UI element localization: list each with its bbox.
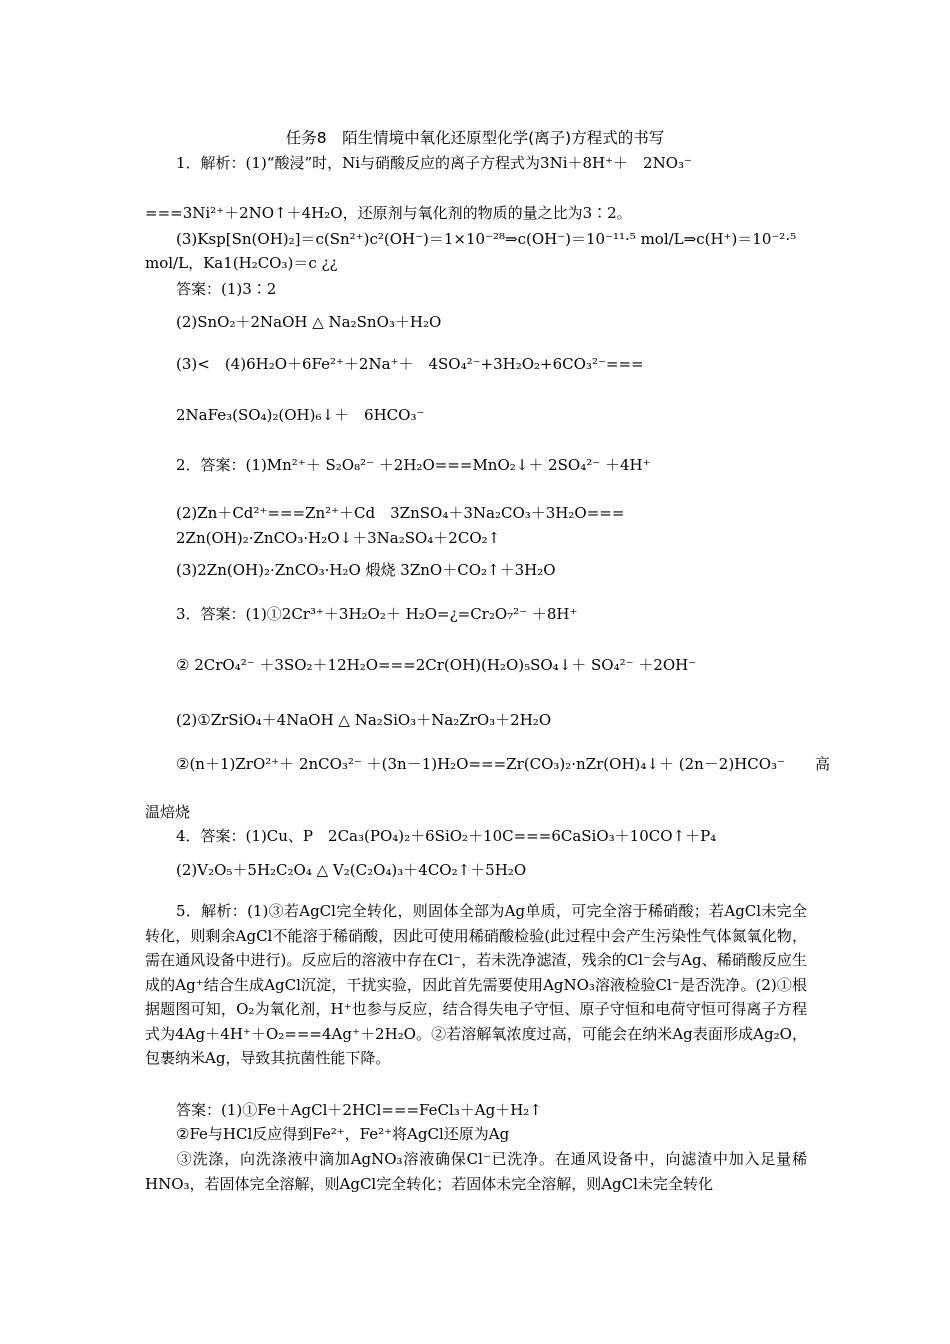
equation-line: (3)< (4)6H₂O＋6Fe²⁺＋2Na⁺＋ 4SO₄²⁻+3H₂O₂+6CO₃²⁻=== (176, 355, 659, 373)
answer-line: 2．答案：(1)Mn²⁺＋ S₂O₈²⁻ ＋2H₂O===MnO₂↓＋ 2SO₄²⁻ ＋4H⁺ (176, 456, 651, 474)
equation-line: (2)V₂O₅＋5H₂C₂O₄ △ V₂(C₂O₄)₃＋4CO₂↑＋5H₂O (176, 861, 527, 879)
equation-line: (2)SnO₂＋2NaOH △ Na₂SnO₃＋H₂O (176, 313, 442, 331)
answer-line: 答案：(1)①Fe＋AgCl＋2HCl===FeCl₃＋Ag＋H₂↑ (176, 1101, 542, 1119)
answer-line: 4．答案：(1)Cu、P 2Ca₃(PO₄)₂＋6SiO₂＋10C===6CaSiO₃＋10CO↑＋P₄ (176, 827, 717, 845)
page-title: 任务8 陌生情境中氧化还原型化学(离子)方程式的书写 (285, 129, 665, 147)
text-line: 温焙烧 (145, 803, 191, 821)
text-line: 1．解析：(1)“酸浸”时，Ni与硝酸反应的离子方程式为3Ni＋8H⁺＋ 2NO₃⁻ (176, 154, 692, 172)
text-line: (3)Ksp[Sn(OH)₂]＝c(Sn²⁺)c²(OH⁻)＝1×10⁻²⁸⇒c(OH⁻)＝10⁻¹¹·⁵ mol/L⇒c(H⁺)＝10⁻²·⁵ (176, 230, 797, 248)
equation-line: ② 2CrO₄²⁻ ＋3SO₂＋12H₂O===2Cr(OH)(H₂O)₅SO₄↓＋ SO₄²⁻ ＋2OH⁻ (176, 656, 697, 674)
equation-line: (2)①ZrSiO₄＋4NaOH △ Na₂SiO₃＋Na₂ZrO₃＋2H₂O (176, 711, 552, 729)
answer-line: 答案：(1)3∶2 (176, 280, 277, 298)
answer-paragraph: ③洗涤，向洗涤液中滴加AgNO₃溶液确保Cl⁻已洗净。在通风设备中，向滤渣中加入足量稀HNO₃，若固体完全溶解，则AgCl完全转化；若固体未完全溶解，则AgCl未完全转化 (145, 1150, 807, 1193)
equation-line: 2NaFe₃(SO₄)₂(OH)₆↓＋ 6HCO₃⁻ (176, 406, 425, 424)
equation-line: ②(n＋1)ZrO²⁺＋ 2nCO₃²⁻ ＋(3n－1)H₂O===Zr(CO₃)₂·nZr(OH)₄↓＋ (2n－2)HCO₃⁻ 高 (176, 755, 830, 773)
equation-line: 2Zn(OH)₂·ZnCO₃·H₂O↓＋3Na₂SO₄＋2CO₂↑ (176, 529, 501, 547)
equation-line: (3)2Zn(OH)₂·ZnCO₃·H₂O 煅烧 3ZnO＋CO₂↑＋3H₂O (176, 561, 556, 579)
analysis-paragraph: 5．解析：(1)③若AgCl完全转化，则固体全部为Ag单质，可完全溶于稀硝酸；若AgCl未完全转化，则剩余AgCl不能溶于稀硝酸，因此可使用稀硝酸检验(此过程中会产生污染性气体氮氧化物，需在通风设备中进行)。反应后的溶液中存在Cl⁻，若未洗净滤渣，残余的Cl⁻会与Ag、稀硝酸反应生成的Ag⁺结合生成AgCl沉淀，干扰实验，因此首先需要使用AgNO₃溶液检验Cl⁻是否洗净。(2)①根据题图可知，O₂为氧化剂，H⁺也参与反应，结合得失电子守恒、原子守恒和电荷守恒可得离子方程式为4Ag＋4H⁺＋O₂===4Ag⁺＋2H₂O。②若溶解氧浓度过高，可能会在纳米Ag表面形成Ag₂O，包裹纳米Ag，导致其抗菌性能下降。 (145, 902, 807, 1067)
equation-line: (2)Zn＋Cd²⁺===Zn²⁺＋Cd 3ZnSO₄＋3Na₂CO₃＋3H₂O=== (176, 504, 625, 522)
text-line: mol/L，Ka1(H₂CO₃)＝c ¿¿ (145, 254, 338, 272)
answer-line: 3．答案：(1)①2Cr³⁺＋3H₂O₂＋ H₂O=¿=Cr₂O₇²⁻ ＋8H⁺ (176, 605, 578, 623)
text-line: ===3Ni²⁺＋2NO↑＋4H₂O，还原剂与氧化剂的物质的量之比为3∶2。 (145, 204, 632, 222)
answer-line: ②Fe与HCl反应得到Fe²⁺，Fe²⁺将AgCl还原为Ag (176, 1125, 510, 1143)
